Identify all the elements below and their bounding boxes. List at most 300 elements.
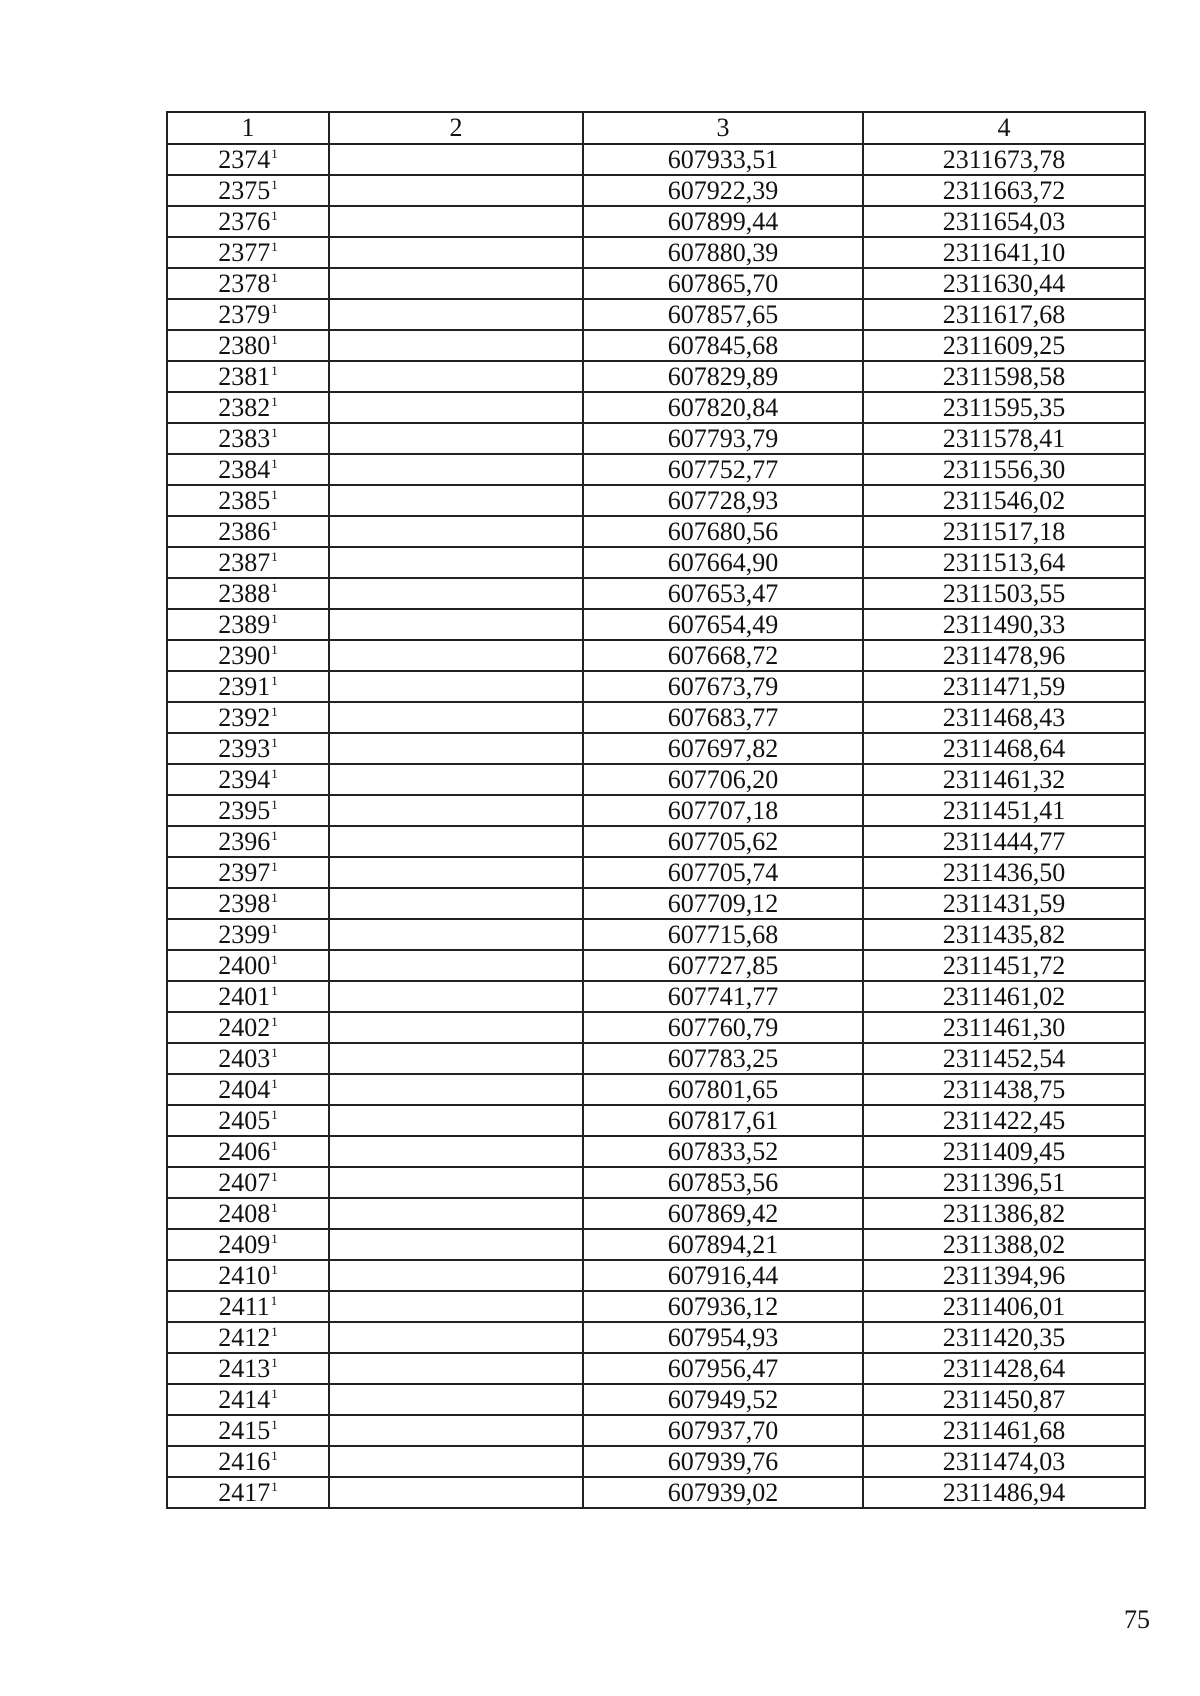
description-cell — [329, 299, 583, 330]
point-id-cell — [167, 361, 329, 392]
point-id: 2378 — [218, 268, 271, 298]
point-id-superscript: 1 — [270, 1292, 278, 1308]
x-coordinate-cell: 607752,77 — [583, 454, 863, 485]
table-row — [167, 206, 1145, 237]
description-cell — [329, 1105, 583, 1136]
description-cell — [329, 981, 583, 1012]
description-cell — [329, 795, 583, 826]
point-id-cell — [167, 1043, 329, 1074]
table-row — [167, 299, 1145, 330]
description-cell — [329, 1229, 583, 1260]
description-cell — [329, 1074, 583, 1105]
point-id: 2397 — [218, 857, 271, 887]
table-row — [167, 826, 1145, 857]
table-row — [167, 1012, 1145, 1043]
point-id-cell — [167, 671, 329, 702]
point-id-superscript: 1 — [271, 951, 278, 967]
point-id-superscript: 1 — [271, 734, 278, 750]
x-coordinate-cell: 607833,52 — [583, 1136, 863, 1167]
x-coordinate-cell: 607668,72 — [583, 640, 863, 671]
description-cell — [329, 1415, 583, 1446]
point-id: 2382 — [218, 392, 271, 422]
point-id-cell — [167, 702, 329, 733]
y-coordinate-cell: 2311598,58 — [863, 361, 1145, 392]
point-id: 2381 — [218, 361, 271, 391]
description-cell — [329, 1384, 583, 1415]
x-coordinate-cell: 607954,93 — [583, 1322, 863, 1353]
y-coordinate-cell: 2311452,54 — [863, 1043, 1145, 1074]
y-coordinate-cell: 2311468,64 — [863, 733, 1145, 764]
point-id: 2404 — [218, 1074, 271, 1104]
point-id-superscript: 1 — [271, 331, 278, 347]
x-coordinate-cell: 607760,79 — [583, 1012, 863, 1043]
x-coordinate-cell: 607956,47 — [583, 1353, 863, 1384]
point-id-superscript: 1 — [271, 889, 278, 905]
x-coordinate-cell: 607673,79 — [583, 671, 863, 702]
table-row — [167, 175, 1145, 206]
point-id-superscript: 1 — [271, 610, 278, 626]
table-row — [167, 330, 1145, 361]
point-id: 2386 — [218, 516, 271, 546]
point-id: 2411 — [218, 1291, 270, 1321]
table-row — [167, 733, 1145, 764]
y-coordinate-cell: 2311388,02 — [863, 1229, 1145, 1260]
y-coordinate-cell: 2311663,72 — [863, 175, 1145, 206]
table-row — [167, 702, 1145, 733]
description-cell — [329, 206, 583, 237]
point-id-cell — [167, 423, 329, 454]
point-id-cell — [167, 826, 329, 857]
point-id-cell — [167, 919, 329, 950]
table-row — [167, 671, 1145, 702]
point-id-cell — [167, 268, 329, 299]
table-row — [167, 268, 1145, 299]
description-cell — [329, 764, 583, 795]
point-id-superscript: 1 — [271, 362, 278, 378]
description-cell — [329, 237, 583, 268]
table-row — [167, 578, 1145, 609]
x-coordinate-cell: 607705,74 — [583, 857, 863, 888]
point-id: 2405 — [218, 1105, 271, 1135]
point-id-superscript: 1 — [271, 703, 278, 719]
table-row — [167, 1353, 1145, 1384]
point-id-cell — [167, 609, 329, 640]
point-id-cell — [167, 299, 329, 330]
y-coordinate-cell: 2311468,43 — [863, 702, 1145, 733]
point-id-superscript: 1 — [271, 765, 278, 781]
y-coordinate-cell: 2311595,35 — [863, 392, 1145, 423]
point-id: 2387 — [218, 547, 271, 577]
y-coordinate-cell: 2311556,30 — [863, 454, 1145, 485]
point-id-superscript: 1 — [271, 176, 278, 192]
description-cell — [329, 485, 583, 516]
header-col-2: 2 — [329, 112, 583, 144]
x-coordinate-cell: 607741,77 — [583, 981, 863, 1012]
point-id-cell — [167, 516, 329, 547]
point-id-superscript: 1 — [271, 982, 278, 998]
x-coordinate-cell: 607853,56 — [583, 1167, 863, 1198]
point-id-cell — [167, 1384, 329, 1415]
point-id-superscript: 1 — [271, 1416, 278, 1432]
x-coordinate-cell: 607709,12 — [583, 888, 863, 919]
table-row — [167, 1322, 1145, 1353]
point-id-cell — [167, 1322, 329, 1353]
point-id-superscript: 1 — [271, 548, 278, 564]
header-col-3: 3 — [583, 112, 863, 144]
y-coordinate-cell: 2311450,87 — [863, 1384, 1145, 1415]
table-row — [167, 392, 1145, 423]
x-coordinate-cell: 607922,39 — [583, 175, 863, 206]
point-id: 2375 — [218, 175, 271, 205]
point-id-superscript: 1 — [271, 1447, 278, 1463]
x-coordinate-cell: 607894,21 — [583, 1229, 863, 1260]
point-id-cell — [167, 144, 329, 175]
y-coordinate-cell: 2311490,33 — [863, 609, 1145, 640]
point-id: 2407 — [218, 1167, 271, 1197]
point-id: 2402 — [218, 1012, 271, 1042]
point-id-superscript: 1 — [271, 207, 278, 223]
description-cell — [329, 547, 583, 578]
point-id-superscript: 1 — [271, 424, 278, 440]
x-coordinate-cell: 607783,25 — [583, 1043, 863, 1074]
x-coordinate-cell: 607706,20 — [583, 764, 863, 795]
table-row — [167, 1291, 1145, 1322]
description-cell — [329, 1477, 583, 1508]
table-row — [167, 361, 1145, 392]
point-id-cell — [167, 981, 329, 1012]
table-row — [167, 1043, 1145, 1074]
y-coordinate-cell: 2311609,25 — [863, 330, 1145, 361]
point-id-cell — [167, 1198, 329, 1229]
point-id-superscript: 1 — [271, 579, 278, 595]
point-id: 2380 — [218, 330, 271, 360]
point-id: 2410 — [218, 1260, 271, 1290]
y-coordinate-cell: 2311451,72 — [863, 950, 1145, 981]
description-cell — [329, 175, 583, 206]
point-id-cell — [167, 1012, 329, 1043]
point-id: 2388 — [218, 578, 271, 608]
table-row — [167, 919, 1145, 950]
point-id-superscript: 1 — [271, 1478, 278, 1494]
y-coordinate-cell: 2311461,02 — [863, 981, 1145, 1012]
description-cell — [329, 1260, 583, 1291]
point-id-superscript: 1 — [271, 238, 278, 254]
description-cell — [329, 1353, 583, 1384]
page-number: 75 — [1124, 1605, 1150, 1634]
x-coordinate-cell: 607653,47 — [583, 578, 863, 609]
y-coordinate-cell: 2311406,01 — [863, 1291, 1145, 1322]
table-row — [167, 764, 1145, 795]
x-coordinate-cell: 607939,02 — [583, 1477, 863, 1508]
point-id-superscript: 1 — [271, 1013, 278, 1029]
description-cell — [329, 1446, 583, 1477]
point-id-superscript: 1 — [271, 920, 278, 936]
y-coordinate-cell: 2311428,64 — [863, 1353, 1145, 1384]
x-coordinate-cell: 607899,44 — [583, 206, 863, 237]
point-id-superscript: 1 — [271, 1075, 278, 1091]
point-id-superscript: 1 — [271, 1168, 278, 1184]
x-coordinate-cell: 607829,89 — [583, 361, 863, 392]
table-row — [167, 485, 1145, 516]
coordinates-table — [166, 111, 1146, 1509]
point-id-cell — [167, 175, 329, 206]
point-id-cell — [167, 1477, 329, 1508]
description-cell — [329, 671, 583, 702]
point-id-cell — [167, 733, 329, 764]
table-body — [167, 144, 1145, 1508]
point-id-superscript: 1 — [271, 827, 278, 843]
point-id-cell — [167, 795, 329, 826]
x-coordinate-cell: 607683,77 — [583, 702, 863, 733]
y-coordinate-cell: 2311431,59 — [863, 888, 1145, 919]
point-id: 2414 — [218, 1384, 271, 1414]
table-row — [167, 1415, 1145, 1446]
description-cell — [329, 361, 583, 392]
point-id: 2403 — [218, 1043, 271, 1073]
header-col-1: 1 — [167, 112, 329, 144]
point-id: 2379 — [218, 299, 271, 329]
x-coordinate-cell: 607916,44 — [583, 1260, 863, 1291]
point-id: 2413 — [218, 1353, 271, 1383]
point-id-superscript: 1 — [271, 269, 278, 285]
header-row — [167, 112, 1145, 144]
description-cell — [329, 919, 583, 950]
point-id: 2416 — [218, 1446, 271, 1476]
point-id: 2389 — [218, 609, 271, 639]
point-id-cell — [167, 764, 329, 795]
point-id-superscript: 1 — [271, 1385, 278, 1401]
y-coordinate-cell: 2311435,82 — [863, 919, 1145, 950]
point-id-superscript: 1 — [271, 1261, 278, 1277]
table-row — [167, 1198, 1145, 1229]
x-coordinate-cell: 607880,39 — [583, 237, 863, 268]
y-coordinate-cell: 2311422,45 — [863, 1105, 1145, 1136]
x-coordinate-cell: 607664,90 — [583, 547, 863, 578]
x-coordinate-cell: 607933,51 — [583, 144, 863, 175]
description-cell — [329, 640, 583, 671]
table-row — [167, 516, 1145, 547]
y-coordinate-cell: 2311478,96 — [863, 640, 1145, 671]
point-id: 2385 — [218, 485, 271, 515]
table-row — [167, 547, 1145, 578]
description-cell — [329, 702, 583, 733]
x-coordinate-cell: 607845,68 — [583, 330, 863, 361]
point-id: 2393 — [218, 733, 271, 763]
point-id: 2399 — [218, 919, 271, 949]
point-id: 2374 — [218, 144, 271, 174]
point-id-cell — [167, 640, 329, 671]
point-id-cell — [167, 1136, 329, 1167]
description-cell — [329, 423, 583, 454]
point-id-superscript: 1 — [271, 858, 278, 874]
table-row — [167, 1074, 1145, 1105]
x-coordinate-cell: 607820,84 — [583, 392, 863, 423]
y-coordinate-cell: 2311654,03 — [863, 206, 1145, 237]
y-coordinate-cell: 2311386,82 — [863, 1198, 1145, 1229]
x-coordinate-cell: 607705,62 — [583, 826, 863, 857]
point-id-cell — [167, 485, 329, 516]
point-id-cell — [167, 1260, 329, 1291]
x-coordinate-cell: 607697,82 — [583, 733, 863, 764]
point-id: 2415 — [218, 1415, 271, 1445]
point-id-cell — [167, 237, 329, 268]
description-cell — [329, 1167, 583, 1198]
y-coordinate-cell: 2311546,02 — [863, 485, 1145, 516]
point-id-cell — [167, 454, 329, 485]
y-coordinate-cell: 2311486,94 — [863, 1477, 1145, 1508]
table-row — [167, 640, 1145, 671]
table-row — [167, 1446, 1145, 1477]
point-id: 2392 — [218, 702, 271, 732]
point-id-cell — [167, 392, 329, 423]
description-cell — [329, 454, 583, 485]
point-id: 2390 — [218, 640, 271, 670]
x-coordinate-cell: 607939,76 — [583, 1446, 863, 1477]
y-coordinate-cell: 2311461,30 — [863, 1012, 1145, 1043]
table-header — [167, 112, 1145, 144]
point-id-superscript: 1 — [271, 300, 278, 316]
point-id-superscript: 1 — [271, 145, 278, 161]
y-coordinate-cell: 2311517,18 — [863, 516, 1145, 547]
point-id-superscript: 1 — [271, 1199, 278, 1215]
point-id-superscript: 1 — [271, 641, 278, 657]
table-row — [167, 1136, 1145, 1167]
point-id: 2394 — [218, 764, 271, 794]
y-coordinate-cell: 2311641,10 — [863, 237, 1145, 268]
table-row — [167, 609, 1145, 640]
point-id-cell — [167, 578, 329, 609]
y-coordinate-cell: 2311420,35 — [863, 1322, 1145, 1353]
y-coordinate-cell: 2311513,64 — [863, 547, 1145, 578]
point-id-superscript: 1 — [271, 1230, 278, 1246]
table-row — [167, 1167, 1145, 1198]
description-cell — [329, 1198, 583, 1229]
description-cell — [329, 950, 583, 981]
point-id: 2408 — [218, 1198, 271, 1228]
point-id-superscript: 1 — [271, 796, 278, 812]
point-id-cell — [167, 330, 329, 361]
x-coordinate-cell: 607680,56 — [583, 516, 863, 547]
description-cell — [329, 826, 583, 857]
point-id-superscript: 1 — [271, 486, 278, 502]
x-coordinate-cell: 607936,12 — [583, 1291, 863, 1322]
x-coordinate-cell: 607707,18 — [583, 795, 863, 826]
y-coordinate-cell: 2311394,96 — [863, 1260, 1145, 1291]
description-cell — [329, 1322, 583, 1353]
point-id: 2384 — [218, 454, 271, 484]
x-coordinate-cell: 607654,49 — [583, 609, 863, 640]
y-coordinate-cell: 2311471,59 — [863, 671, 1145, 702]
description-cell — [329, 268, 583, 299]
table-row — [167, 1384, 1145, 1415]
description-cell — [329, 1136, 583, 1167]
table-row — [167, 795, 1145, 826]
table-row — [167, 857, 1145, 888]
description-cell — [329, 888, 583, 919]
table-row — [167, 1229, 1145, 1260]
y-coordinate-cell: 2311673,78 — [863, 144, 1145, 175]
point-id-superscript: 1 — [271, 672, 278, 688]
description-cell — [329, 609, 583, 640]
x-coordinate-cell: 607793,79 — [583, 423, 863, 454]
point-id: 2412 — [218, 1322, 271, 1352]
table-row — [167, 1260, 1145, 1291]
point-id-cell — [167, 1167, 329, 1198]
point-id-cell — [167, 547, 329, 578]
table-row — [167, 423, 1145, 454]
y-coordinate-cell: 2311503,55 — [863, 578, 1145, 609]
x-coordinate-cell: 607857,65 — [583, 299, 863, 330]
x-coordinate-cell: 607865,70 — [583, 268, 863, 299]
point-id-cell — [167, 1446, 329, 1477]
point-id: 2401 — [218, 981, 271, 1011]
point-id-superscript: 1 — [271, 455, 278, 471]
point-id: 2391 — [218, 671, 271, 701]
y-coordinate-cell: 2311396,51 — [863, 1167, 1145, 1198]
point-id-superscript: 1 — [271, 1323, 278, 1339]
point-id-cell — [167, 1415, 329, 1446]
y-coordinate-cell: 2311461,32 — [863, 764, 1145, 795]
y-coordinate-cell: 2311451,41 — [863, 795, 1145, 826]
point-id: 2396 — [218, 826, 271, 856]
point-id: 2409 — [218, 1229, 271, 1259]
description-cell — [329, 144, 583, 175]
point-id: 2400 — [218, 950, 271, 980]
point-id-superscript: 1 — [271, 393, 278, 409]
table-row — [167, 1477, 1145, 1508]
point-id: 2376 — [218, 206, 271, 236]
point-id: 2398 — [218, 888, 271, 918]
table-row — [167, 454, 1145, 485]
point-id: 2395 — [218, 795, 271, 825]
point-id: 2383 — [218, 423, 271, 453]
y-coordinate-cell: 2311461,68 — [863, 1415, 1145, 1446]
y-coordinate-cell: 2311578,41 — [863, 423, 1145, 454]
x-coordinate-cell: 607937,70 — [583, 1415, 863, 1446]
table-row — [167, 981, 1145, 1012]
y-coordinate-cell: 2311409,45 — [863, 1136, 1145, 1167]
point-id-cell — [167, 888, 329, 919]
description-cell — [329, 857, 583, 888]
point-id-cell — [167, 1105, 329, 1136]
y-coordinate-cell: 2311630,44 — [863, 268, 1145, 299]
header-col-4: 4 — [863, 112, 1145, 144]
description-cell — [329, 1291, 583, 1322]
y-coordinate-cell: 2311444,77 — [863, 826, 1145, 857]
description-cell — [329, 392, 583, 423]
y-coordinate-cell: 2311474,03 — [863, 1446, 1145, 1477]
point-id-superscript: 1 — [271, 1106, 278, 1122]
x-coordinate-cell: 607801,65 — [583, 1074, 863, 1105]
point-id-superscript: 1 — [271, 1044, 278, 1060]
table-row — [167, 888, 1145, 919]
y-coordinate-cell: 2311438,75 — [863, 1074, 1145, 1105]
x-coordinate-cell: 607727,85 — [583, 950, 863, 981]
point-id-cell — [167, 857, 329, 888]
y-coordinate-cell: 2311617,68 — [863, 299, 1145, 330]
description-cell — [329, 1043, 583, 1074]
point-id-superscript: 1 — [271, 517, 278, 533]
x-coordinate-cell: 607949,52 — [583, 1384, 863, 1415]
x-coordinate-cell: 607715,68 — [583, 919, 863, 950]
table-row — [167, 144, 1145, 175]
table-row — [167, 1105, 1145, 1136]
point-id-cell — [167, 1353, 329, 1384]
description-cell — [329, 578, 583, 609]
point-id-cell — [167, 1291, 329, 1322]
description-cell — [329, 330, 583, 361]
y-coordinate-cell: 2311436,50 — [863, 857, 1145, 888]
